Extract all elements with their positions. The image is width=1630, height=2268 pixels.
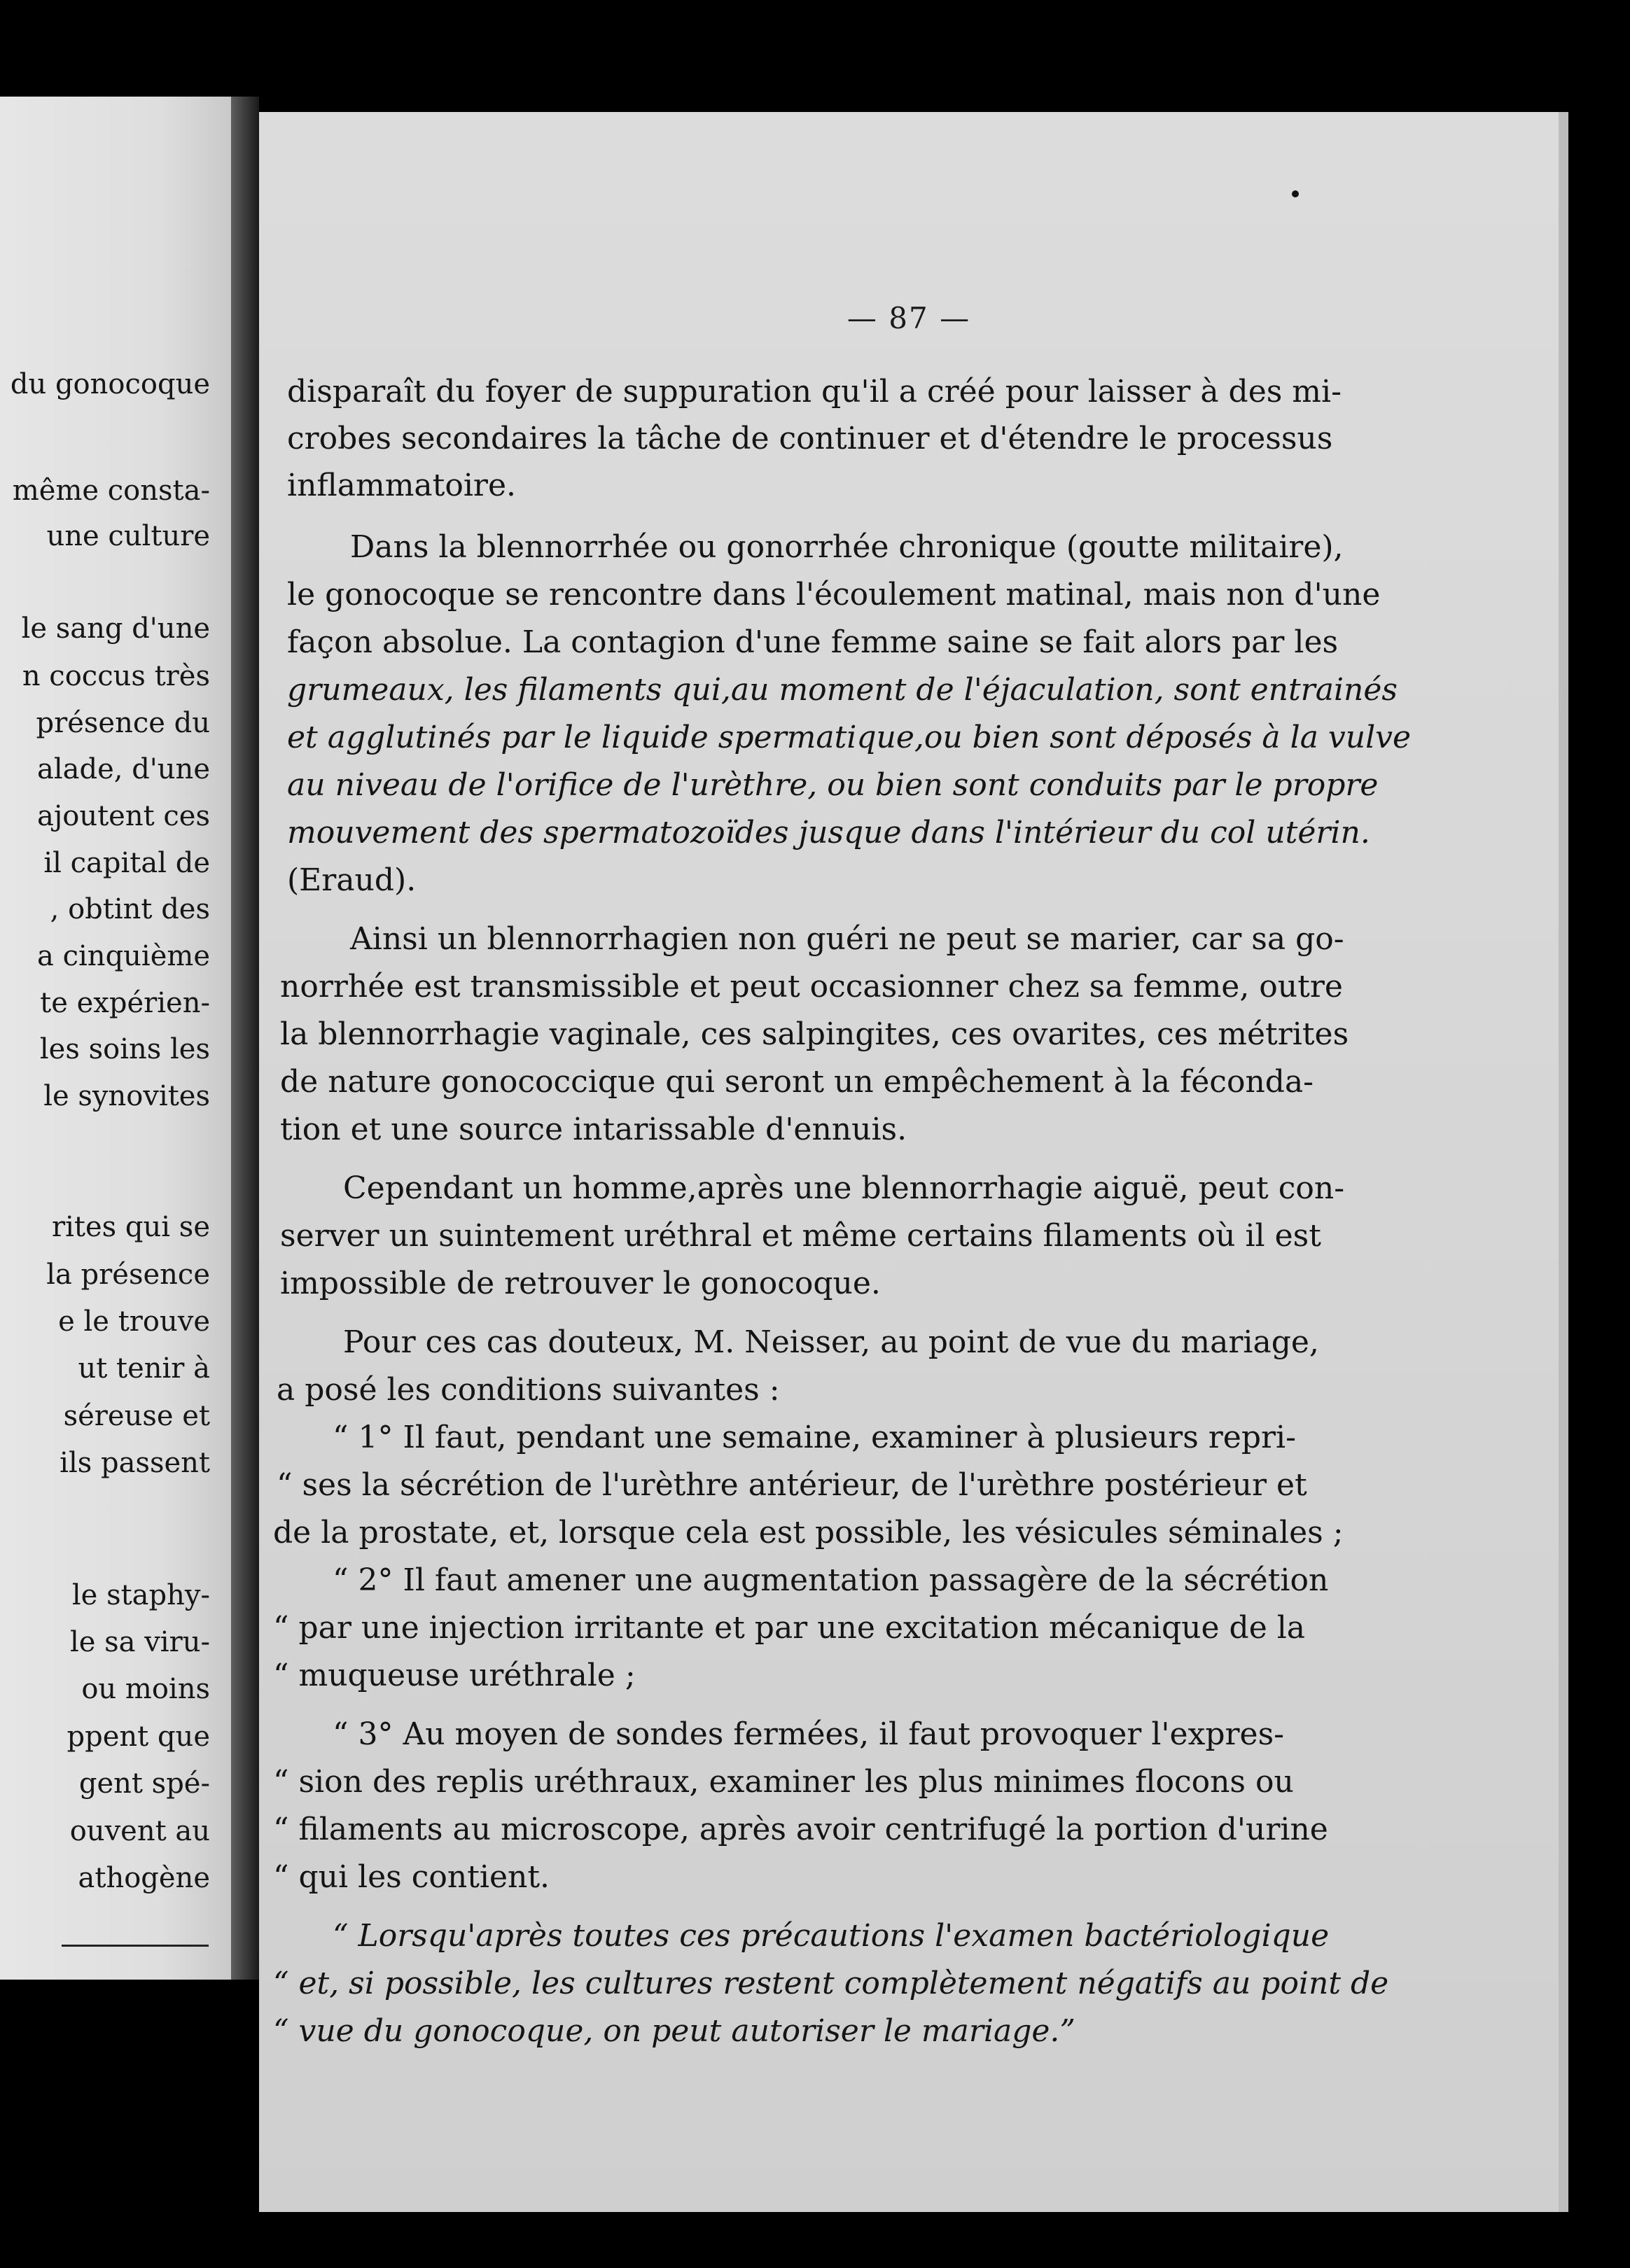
body-line: (Eraud). [287,862,417,898]
body-line: Ainsi un blennorrhagien non guéri ne peut se marier, car sa go- [350,921,1344,957]
body-line: le gonocoque se rencontre dans l'écoulement matinal, mais non d'une [287,577,1381,612]
body-line: Pour ces cas douteux, M. Neisser, au point de vue du mariage, [343,1324,1319,1360]
left-page-line: le sa viru- [69,1626,210,1658]
left-page-line: ouvent au [69,1815,210,1847]
body-line: et agglutinés par le liquide spermatique,ou bien sont déposés à la vulve [287,720,1412,755]
body-line: “ 2° Il faut amener une augmentation passagère de la sécrétion [333,1562,1329,1598]
body-line: “ filaments au microscope, après avoir centrifugé la portion d'urine [273,1812,1328,1847]
body-line: “ et, si possible, les cultures restent complètement négatifs au point de [273,1966,1389,2001]
body-line: “ qui les contient. [273,1859,550,1895]
body-line: a posé les conditions suivantes : [277,1372,780,1408]
body-line: “ 1° Il faut, pendant une semaine, examiner à plusieurs repri- [333,1420,1296,1455]
page-number: — 87 — [847,301,971,335]
speck [1292,190,1299,197]
left-page-line: présence du [36,707,210,739]
left-page-line: e le trouve [58,1306,210,1338]
left-page-line: ou moins [81,1673,210,1705]
left-page-line: du gonocoque [10,368,210,400]
body-line: “ vue du gonocoque, on peut autoriser le mariage.” [273,2013,1075,2049]
left-page-line: la présence [46,1259,210,1291]
left-page-line: il capital de [43,847,210,879]
body-line: “ sion des replis uréthraux, examiner les plus minimes flocons ou [273,1764,1294,1800]
left-page-line: séreuse et [63,1400,210,1432]
left-page-line: ajoutent ces [37,800,210,832]
left-page-line: gent spé- [78,1768,210,1800]
body-line: “ par une injection irritante et par une excitation mécanique de la [273,1610,1306,1646]
body-line: “ muqueuse uréthrale ; [273,1658,636,1693]
left-page-line: ut tenir à [78,1352,210,1385]
book-gutter [231,97,259,1980]
left-page-line: alade, d'une [37,753,210,785]
body-line: au niveau de l'orifice de l'urèthre, ou bien sont conduits par le propre [287,767,1379,803]
left-page-line: ils passent [60,1447,210,1479]
left-page-line: rites qui se [52,1211,210,1243]
left-page-fragment [0,97,231,1980]
left-page-line: même consta- [12,475,210,507]
body-line: mouvement des spermatozoïdes jusque dans l'intérieur du col utérin. [287,815,1370,850]
body-line: “ ses la sécrétion de l'urèthre antérieur, de l'urèthre postérieur et [277,1467,1307,1503]
body-line: disparaît du foyer de suppuration qu'il a créé pour laisser à des mi- [287,374,1342,410]
left-page-line: a cinquième [37,940,210,972]
left-page-line: le synovites [43,1080,210,1112]
body-line: “ 3° Au moyen de sondes fermées, il faut provoquer l'expres- [333,1716,1285,1752]
body-line: crobes secondaires la tâche de continuer et d'étendre le processus [287,421,1333,456]
body-line: tion et une source intarissable d'ennuis. [280,1112,907,1147]
left-page-line: une culture [46,520,210,552]
body-line: “ Lorsqu'après toutes ces précautions l'examen bactériologique [333,1918,1330,1954]
left-page-line: te expérien- [40,987,210,1019]
left-page-line: le sang d'une [21,612,210,645]
body-line: de nature gonococcique qui seront un empêchement à la féconda- [280,1064,1314,1100]
left-page-line: le staphy- [71,1579,210,1611]
body-line: server un suintement uréthral et même certains filaments où il est [280,1218,1321,1254]
body-line: façon absolue. La contagion d'une femme saine se fait alors par les [287,624,1339,660]
left-page-line: n coccus très [22,660,210,692]
body-line: de la prostate, et, lorsque cela est possible, les vésicules séminales ; [273,1515,1344,1550]
body-line: la blennorrhagie vaginale, ces salpingites, ces ovarites, ces métrites [280,1016,1349,1052]
main-page [259,112,1568,2212]
body-line: norrhée est transmissible et peut occasionner chez sa femme, outre [280,969,1343,1004]
left-page-line: , obtint des [50,893,210,925]
body-line: inflammatoire. [287,468,516,503]
left-page-line: athogène [78,1862,210,1894]
footnote-rule [62,1945,209,1947]
body-line: impossible de retrouver le gonocoque. [280,1266,881,1301]
body-line: grumeaux, les filaments qui,au moment de l'éjaculation, sont entrainés [287,672,1398,708]
left-page-line: les soins les [39,1033,210,1065]
left-page-line: ppent que [67,1721,210,1753]
body-line: Cependant un homme,après une blennorrhagie aiguë, peut con- [343,1170,1345,1206]
body-line: Dans la blennorrhée ou gonorrhée chronique (goutte militaire), [350,529,1344,565]
